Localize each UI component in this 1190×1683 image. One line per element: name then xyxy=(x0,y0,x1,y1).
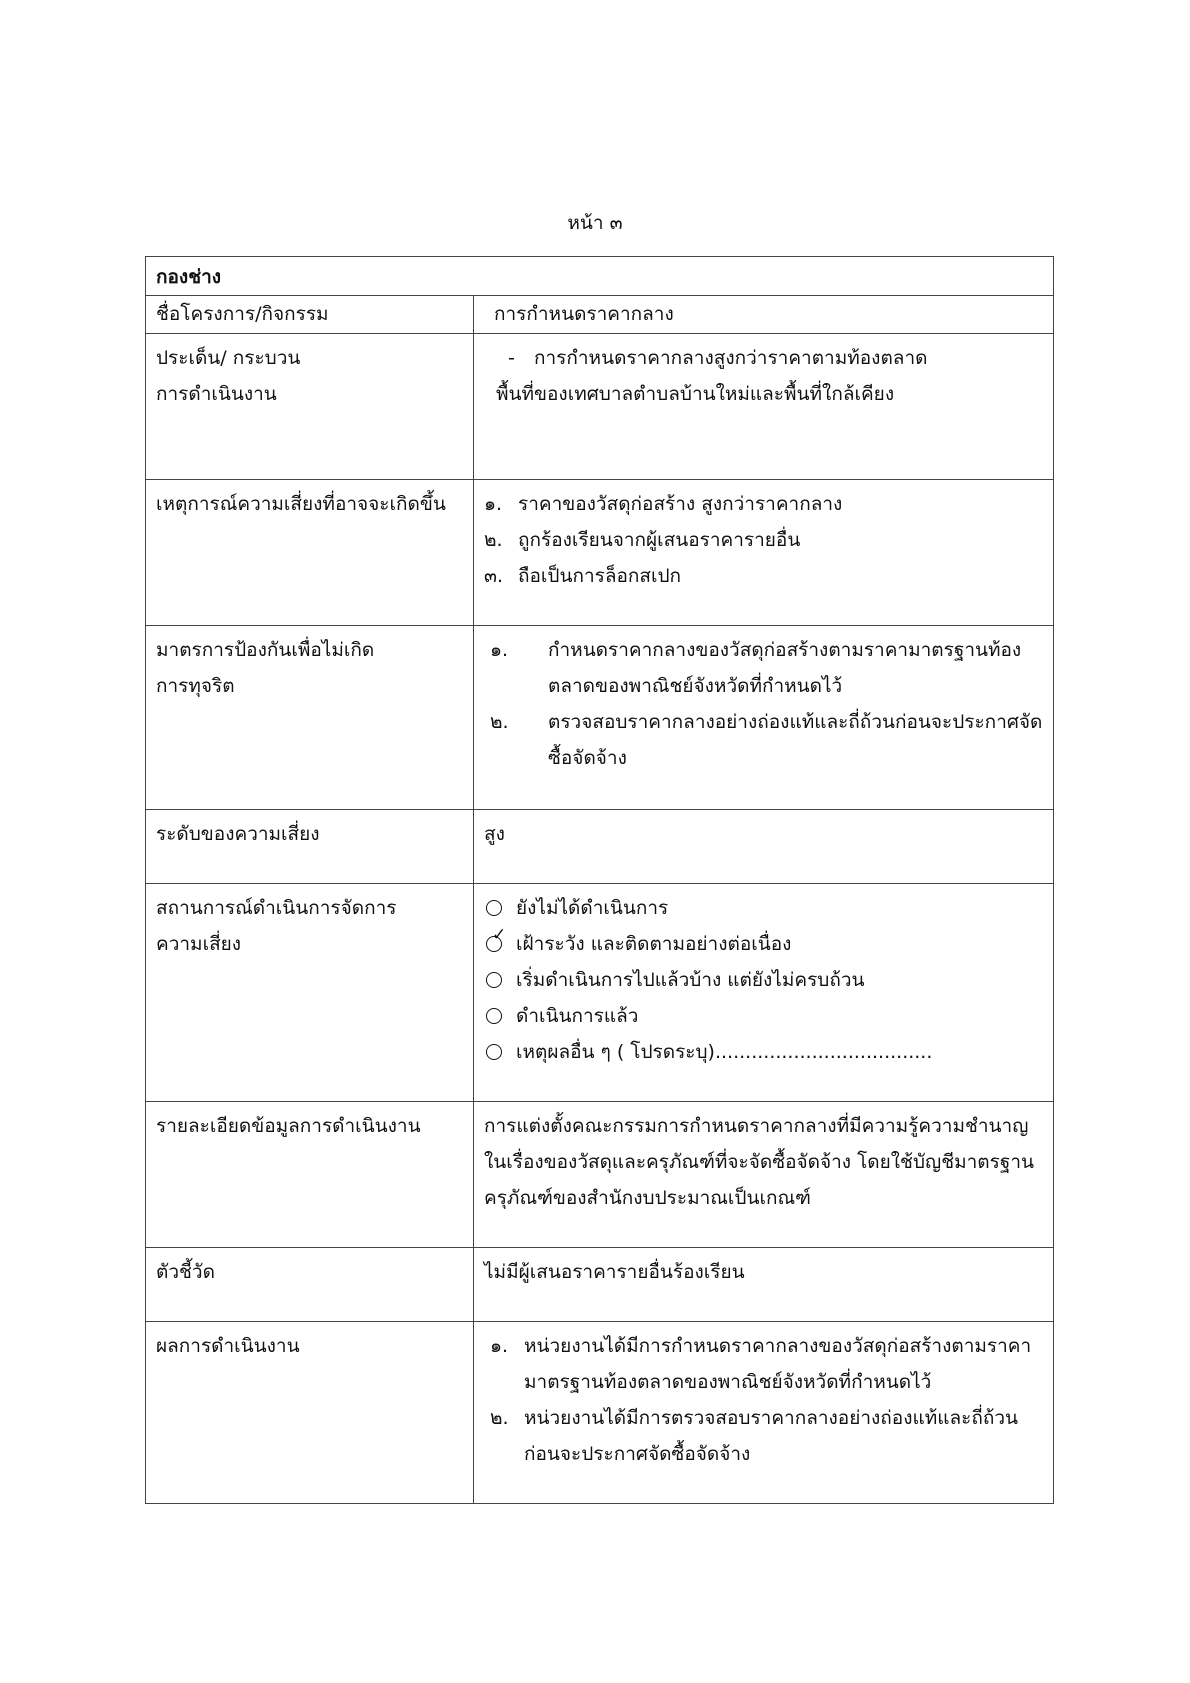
risk-assessment-table xyxy=(145,256,1054,1504)
list-item xyxy=(490,1328,1043,1400)
list-item-number: ๒. xyxy=(484,529,503,551)
list-item xyxy=(484,558,1043,594)
prevention-row xyxy=(146,626,1054,810)
status-label-line1: สถานการณ์ดำเนินการจัดการ xyxy=(156,897,397,919)
issue-line2: พื้นที่ของเทศบาลตำบลบ้านใหม่และพื้นที่ใกล้เคียง xyxy=(496,383,895,405)
status-option[interactable] xyxy=(484,890,1043,926)
check-mark-icon: ✓ xyxy=(492,925,507,945)
list-item-text: กำหนดราคากลางของวัสดุก่อสร้างตามราคามาตรฐานท้องตลาดของพาณิชย์จังหวัดที่กำหนดไว้ xyxy=(548,639,1022,697)
list-item-number: ๒. xyxy=(490,711,509,733)
status-option-label: เริ่มดำเนินการไปแล้วบ้าง แต่ยังไม่ครบถ้วน xyxy=(516,969,865,991)
status-option[interactable] xyxy=(484,1034,1043,1070)
status-label xyxy=(146,884,474,1102)
radio-circle-checked-icon[interactable] xyxy=(486,925,507,952)
issue-line1 xyxy=(484,340,1043,376)
details-row xyxy=(146,1102,1054,1248)
radio-circle-icon[interactable] xyxy=(486,1044,502,1060)
project-value: การกำหนดราคากลาง xyxy=(474,296,1054,334)
status-options xyxy=(474,884,1054,1102)
issue-row xyxy=(146,334,1054,480)
list-item xyxy=(490,1400,1043,1472)
status-option-label: ดำเนินการแล้ว xyxy=(516,1005,639,1027)
list-item-number: ๒. xyxy=(490,1407,509,1429)
risk-level-value: สูง xyxy=(474,810,1054,884)
indicator-label: ตัวชี้วัด xyxy=(146,1248,474,1322)
prevention-label xyxy=(146,626,474,810)
list-item-text: ราคาของวัสดุก่อสร้าง สูงกว่าราคากลาง xyxy=(518,493,843,515)
issue-label-line1: ประเด็น/ กระบวน xyxy=(156,347,301,369)
prevention-label-line1: มาตรการป้องกันเพื่อไม่เกิด xyxy=(156,639,375,661)
list-item xyxy=(484,522,1043,558)
result-label: ผลการดำเนินงาน xyxy=(146,1322,474,1504)
list-item-text: หน่วยงานได้มีการกำหนดราคากลางของวัสดุก่อสร้างตามราคามาตรฐานท้องตลาดของพาณิชย์จังหวัดที่กำหนดไว้ xyxy=(524,1335,1032,1393)
result-list xyxy=(474,1322,1054,1504)
status-option-label: เหตุผลอื่น ๆ ( โปรดระบุ).................................... xyxy=(516,1041,933,1063)
project-label: ชื่อโครงการ/กิจกรรม xyxy=(146,296,474,334)
status-option-label: ยังไม่ได้ดำเนินการ xyxy=(516,897,669,919)
radio-circle-icon[interactable] xyxy=(486,972,502,988)
list-item xyxy=(490,704,1043,776)
status-option[interactable] xyxy=(484,962,1043,998)
issue-line1-text: การกำหนดราคากลางสูงกว่าราคาตามท้องตลาด xyxy=(534,347,928,369)
issue-label-line2: การดำเนินงาน xyxy=(156,383,277,405)
list-item-text: ถูกร้องเรียนจากผู้เสนอราคารายอื่น xyxy=(518,529,801,551)
list-item xyxy=(490,632,1043,704)
risk-event-label: เหตุการณ์ความเสี่ยงที่อาจจะเกิดขึ้น xyxy=(146,480,474,626)
risk-event-list xyxy=(474,480,1054,626)
list-item-number: ๓. xyxy=(484,565,504,587)
list-item-number: ๑. xyxy=(490,1335,509,1357)
risk-level-row xyxy=(146,810,1054,884)
details-label: รายละเอียดข้อมูลการดำเนินงาน xyxy=(146,1102,474,1248)
department-row xyxy=(146,257,1054,296)
indicator-value: ไม่มีผู้เสนอราคารายอื่นร้องเรียน xyxy=(474,1248,1054,1322)
status-option[interactable] xyxy=(484,926,1043,962)
details-value: การแต่งตั้งคณะกรรมการกำหนดราคากลางที่มีความรู้ความชำนาญในเรื่องของวัสดุและครุภัณฑ์ที่จะจัดซื้อจัดจ้าง โดยใช้บัญชีมาตรฐานครุภัณฑ์ของสำนักงบประมาณเป็นเกณฑ์ xyxy=(474,1102,1054,1248)
prevention-list xyxy=(474,626,1054,810)
list-item-text: หน่วยงานได้มีการตรวจสอบราคากลางอย่างถ่องแท้และถี่ถ้วนก่อนจะประกาศจัดซื้อจัดจ้าง xyxy=(524,1407,1019,1465)
issue-label xyxy=(146,334,474,480)
risk-event-row xyxy=(146,480,1054,626)
radio-circle-icon[interactable] xyxy=(486,1008,502,1024)
status-row xyxy=(146,884,1054,1102)
indicator-row xyxy=(146,1248,1054,1322)
list-item-number: ๑. xyxy=(484,493,503,515)
list-item-text: ตรวจสอบราคากลางอย่างถ่องแท้และถี่ถ้วนก่อนจะประกาศจัดซื้อจัดจ้าง xyxy=(548,711,1043,769)
project-row xyxy=(146,296,1054,334)
radio-circle-icon[interactable] xyxy=(486,900,502,916)
status-label-line2: ความเสี่ยง xyxy=(156,933,242,955)
issue-dash: - xyxy=(508,347,515,369)
result-row xyxy=(146,1322,1054,1504)
list-item-number: ๑. xyxy=(490,639,509,661)
list-item-text: ถือเป็นการล็อกสเปก xyxy=(518,565,682,587)
department-title: กองช่าง xyxy=(146,257,1054,296)
issue-value xyxy=(474,334,1054,480)
list-item xyxy=(484,486,1043,522)
status-option[interactable] xyxy=(484,998,1043,1034)
page-number: หน้า ๓ xyxy=(567,212,623,234)
risk-level-label: ระดับของความเสี่ยง xyxy=(146,810,474,884)
status-option-label: เฝ้าระวัง และติดตามอย่างต่อเนื่อง xyxy=(516,933,792,955)
prevention-label-line2: การทุจริต xyxy=(156,675,235,697)
